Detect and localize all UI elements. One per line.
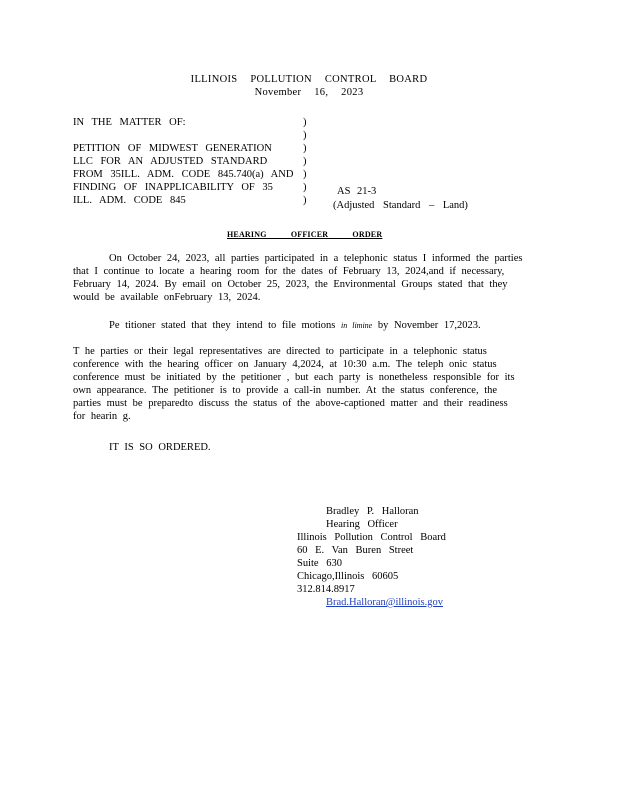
paragraph-line: T he parties or their legal representatives are directed to participate in a telephonic status [73, 346, 487, 357]
latin-term: in limine [341, 321, 373, 330]
paren: ) [303, 182, 307, 193]
caption-line: ILL. ADM. CODE 845 [73, 195, 186, 206]
signer-email-link[interactable]: Brad.Halloran@illinois.gov [326, 597, 443, 608]
paragraph-line: would be available onFebruary 13, 2024. [73, 292, 261, 303]
signature-block [297, 505, 446, 609]
paragraph-1 [73, 252, 529, 304]
docket-type: (Adjusted Standard – Land) [333, 200, 468, 211]
paragraph-2 [73, 319, 529, 332]
caption-line: FROM 35ILL. ADM. CODE 845.740(a) AND [73, 169, 294, 180]
paren: ) [303, 195, 307, 206]
order-date: November 16, 2023 [254, 87, 364, 98]
signer-street: 60 E. Van Buren Street [297, 545, 414, 556]
paragraph-text: by November 17,2023. [377, 320, 481, 331]
paren: ) [303, 169, 307, 180]
signer-name: Bradley P. Halloran [326, 506, 419, 517]
order-heading: HEARING OFFICER ORDER [227, 230, 383, 239]
caption-line: IN THE MATTER OF: [73, 117, 186, 128]
signer-suite: Suite 630 [297, 558, 342, 569]
paragraph-4 [73, 441, 529, 454]
document-header [0, 73, 618, 99]
paragraph-3 [73, 345, 529, 423]
paragraph-line: for hearin g. [73, 411, 131, 422]
signer-title: Hearing Officer [326, 519, 398, 530]
paragraph-line: conference with the hearing officer on January 4,2024, at 10:30 a.m. The teleph onic status [73, 359, 497, 370]
caption-line [73, 129, 293, 142]
paren: ) [303, 117, 307, 128]
paragraph-text: Pe titioner stated that they intend to file motions [109, 320, 336, 331]
board-name: ILLINOIS POLLUTION CONTROL BOARD [190, 74, 428, 85]
paren: ) [303, 143, 307, 154]
caption-parens [303, 116, 307, 207]
docket-number: AS 21-3 [337, 186, 377, 197]
so-ordered: IT IS SO ORDERED. [109, 442, 211, 453]
signer-city: Chicago,Illinois 60605 [297, 571, 399, 582]
caption-line: FINDING OF INAPPLICABILITY OF 35 [73, 182, 273, 193]
case-caption [73, 116, 293, 207]
paragraph-line: conference must be initiated by the petitioner , but each party is nonetheless responsible for its [73, 372, 515, 383]
paragraph-line: own appearance. The petitioner is to provide a call-in number. At the status conference, the [73, 385, 498, 396]
paragraph-line: that I continue to locate a hearing room for the dates of February 13, 2024,and if necessary, [73, 266, 505, 277]
signer-org: Illinois Pollution Control Board [297, 532, 446, 543]
caption-line: PETITION OF MIDWEST GENERATION [73, 143, 272, 154]
paragraph-line: parties must be preparedto discuss the status of the above-captioned matter and their readiness [73, 398, 508, 409]
paren: ) [303, 156, 307, 167]
paragraph-line: On October 24, 2023, all parties participated in a telephonic status I informed the parties [109, 253, 523, 264]
caption-line: LLC FOR AN ADJUSTED STANDARD [73, 156, 268, 167]
paragraph-line: February 14, 2024. By email on October 25, 2023, the Environmental Groups stated that they [73, 279, 508, 290]
signer-phone: 312.814.8917 [297, 584, 355, 595]
paren: ) [303, 130, 307, 141]
